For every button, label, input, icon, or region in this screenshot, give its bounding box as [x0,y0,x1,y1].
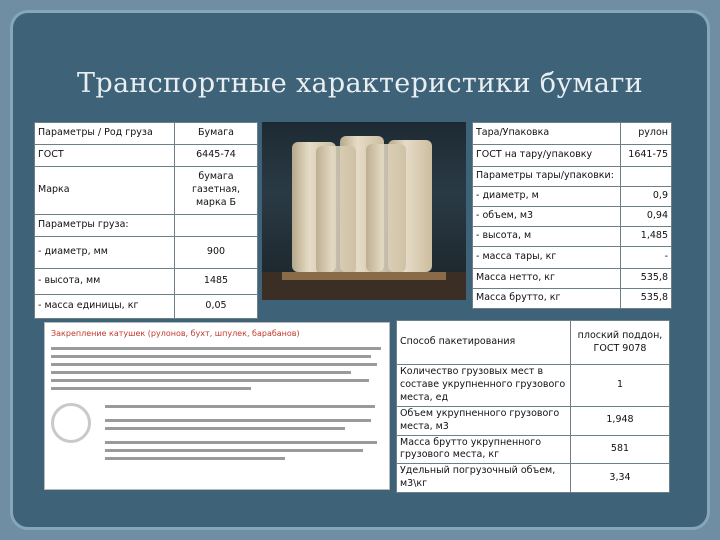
row-label: - диаметр, м [473,187,621,207]
row-value: Бумага [175,123,258,145]
row-label: - высота, м [473,227,621,247]
row-value: 1,485 [621,227,672,247]
table-row [35,269,258,295]
row-label: - диаметр, мм [35,237,175,269]
row-label: Марка [35,167,175,215]
table-row [473,247,672,269]
table-row [35,167,258,215]
row-value: 1 [571,365,670,407]
row-value: 6445-74 [175,145,258,167]
row-value: 1641-75 [621,145,672,167]
row-value: 581 [571,435,670,464]
table-row [473,207,672,227]
packing-table [396,320,670,493]
row-value: 900 [175,237,258,269]
row-label: Способ пакетирования [397,321,571,365]
row-value: плоский поддон, ГОСТ 9078 [571,321,670,365]
table-row [473,269,672,289]
row-label: - масса единицы, кг [35,295,175,319]
table-row [35,123,258,145]
table-row [473,145,672,167]
row-label: - объем, м3 [473,207,621,227]
table-row [473,227,672,247]
row-value: 0,05 [175,295,258,319]
row-label: Объем укрупненного грузового места, м3 [397,407,571,436]
cargo-parameters-table [34,122,258,319]
row-label: ГОСТ на тару/упаковку [473,145,621,167]
table-row [35,295,258,319]
document-clipping-image [44,322,390,490]
table-row [35,215,258,237]
row-value: 0,94 [621,207,672,227]
row-value: 535,8 [621,269,672,289]
row-label: Количество грузовых мест в составе укрупненного грузового места, ед [397,365,571,407]
row-label: Удельный погрузочный объем, м3\кг [397,464,571,493]
slide-title: Транспортные характеристики бумаги [77,68,643,99]
row-value: 535,8 [621,289,672,309]
table-row [397,407,670,436]
row-label: - высота, мм [35,269,175,295]
row-label: - масса тары, кг [473,247,621,269]
table-row [473,167,672,187]
row-value: - [621,247,672,269]
table-row [397,435,670,464]
row-label: Масса брутто, кг [473,289,621,309]
row-label: Масса нетто, кг [473,269,621,289]
paper-rolls-photo [262,122,466,300]
table-row [35,145,258,167]
row-label: Параметры / Род груза [35,123,175,145]
table-row [35,237,258,269]
row-label: Тара/Упаковка [473,123,621,145]
clipping-heading: Закрепление катушек (рулонов, бухт, шпулек, барабанов) [51,329,300,338]
row-label: Масса брутто укрупненного грузового места, кг [397,435,571,464]
row-label: Параметры груза: [35,215,175,237]
row-value: бумага газетная, марка Б [175,167,258,215]
row-value [621,167,672,187]
table-row [473,187,672,207]
row-value: 3,34 [571,464,670,493]
row-label: ГОСТ [35,145,175,167]
coil-diagram-icon [51,403,91,443]
row-label: Параметры тары/упаковки: [473,167,621,187]
row-value [175,215,258,237]
table-row [473,123,672,145]
row-value: рулон [621,123,672,145]
table-row [397,464,670,493]
table-row [397,321,670,365]
table-row [473,289,672,309]
row-value: 1,948 [571,407,670,436]
table-row [397,365,670,407]
row-value: 0,9 [621,187,672,207]
packaging-table [472,122,672,309]
row-value: 1485 [175,269,258,295]
